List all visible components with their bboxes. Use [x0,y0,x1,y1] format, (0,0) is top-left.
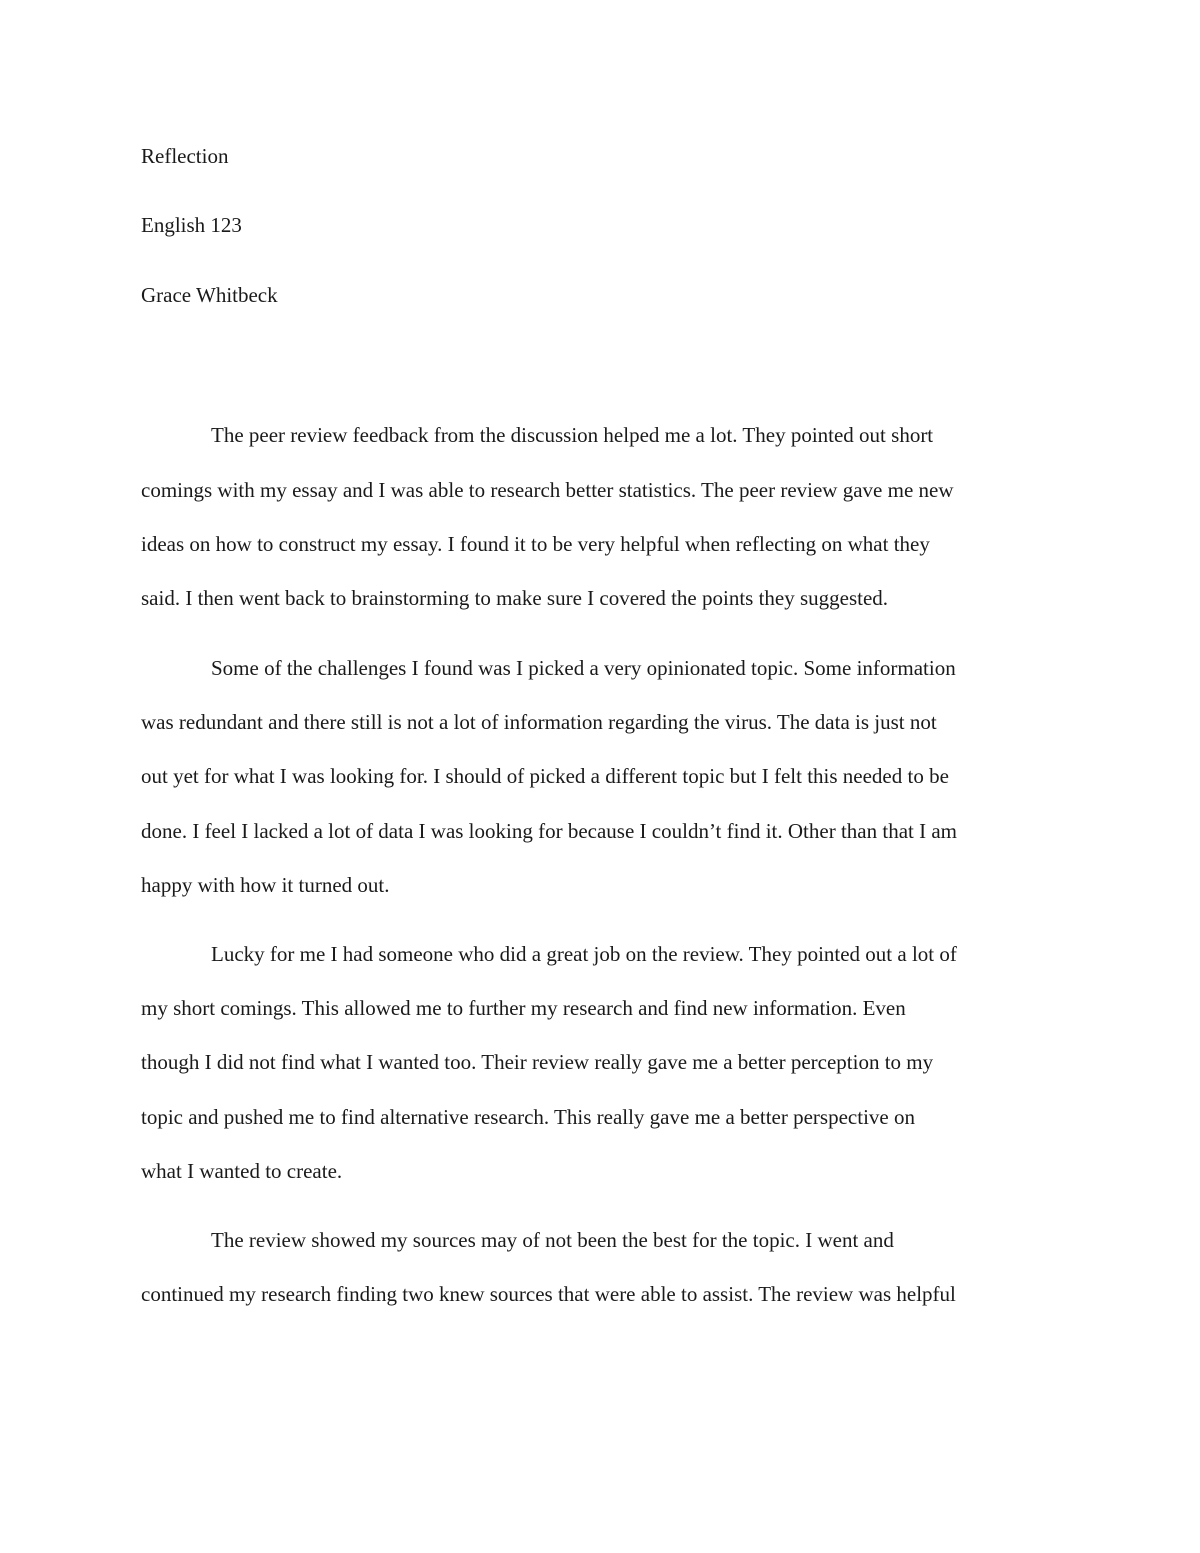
paragraph-line: was redundant and there still is not a lot of information regarding the virus. The data is just not [141,710,937,734]
paragraph-line: out yet for what I was looking for. I should of picked a different topic but I felt this needed to be [141,764,949,788]
document-title: Reflection [141,144,229,168]
paragraph-line: topic and pushed me to find alternative research. This really gave me a better perspective on [141,1105,915,1129]
course-name: English 123 [141,213,242,237]
paragraph-line: comings with my essay and I was able to research better statistics. The peer review gave me new [141,478,954,502]
paragraph-line: Some of the challenges I found was I picked a very opinionated topic. Some information [211,656,956,680]
paragraph-line: happy with how it turned out. [141,873,390,897]
paragraph-line: my short comings. This allowed me to further my research and find new information. Even [141,996,906,1020]
paragraph-line: continued my research finding two knew sources that were able to assist. The review was helpful [141,1282,956,1306]
paragraph-line: The peer review feedback from the discussion helped me a lot. They pointed out short [211,423,934,447]
paragraph-line: though I did not find what I wanted too. Their review really gave me a better perception to my [141,1050,934,1074]
paragraph-line: ideas on how to construct my essay. I found it to be very helpful when reflecting on what they [141,532,930,556]
paragraph-line: Lucky for me I had someone who did a great job on the review. They pointed out a lot of [211,942,957,966]
paragraph-line: The review showed my sources may of not been the best for the topic. I went and [211,1228,894,1252]
author-name: Grace Whitbeck [141,283,278,307]
paragraph-line: done. I feel I lacked a lot of data I was looking for because I couldn’t find it. Other than that I am [141,819,957,843]
paragraph-line: said. I then went back to brainstorming to make sure I covered the points they suggested. [141,586,889,610]
paragraph-line: what I wanted to create. [141,1159,343,1183]
